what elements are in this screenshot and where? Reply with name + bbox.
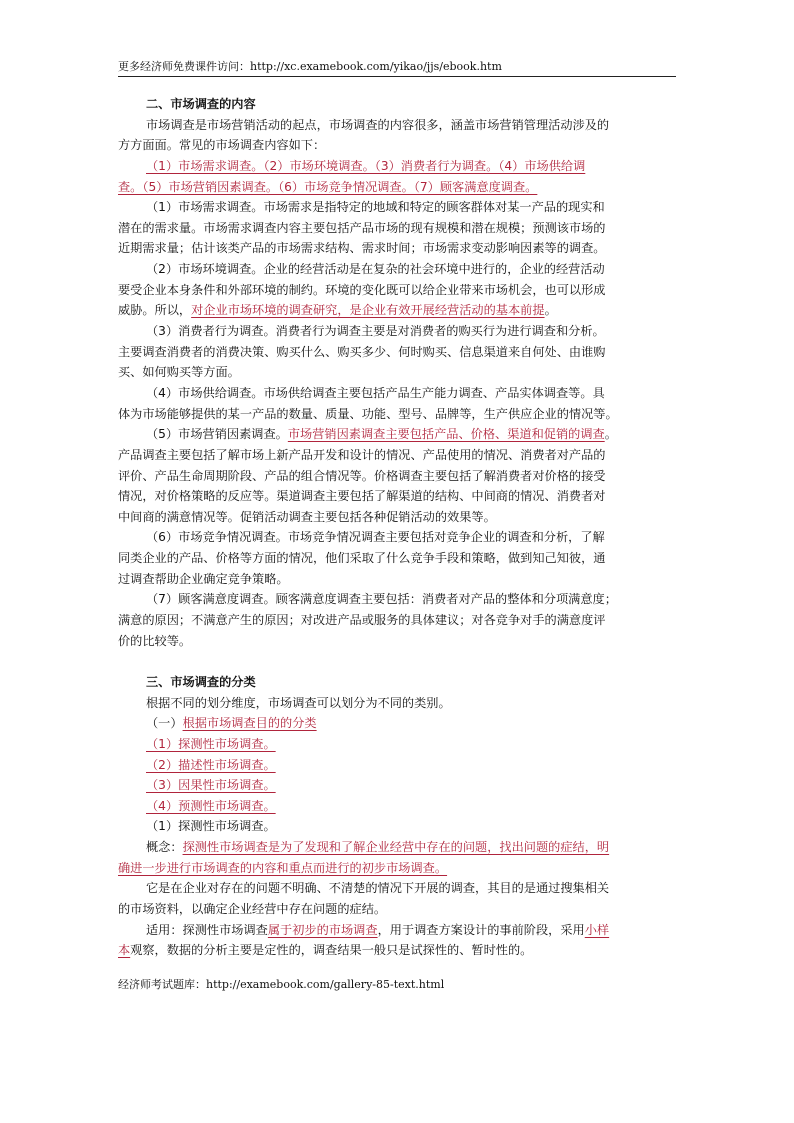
line-text: 观察，数据的分析主要是定性的，调查结果一般只是试探性的、暂时性的。 xyxy=(130,943,533,958)
highlighted-text: （1）探测性市场调查。 xyxy=(146,736,276,751)
text-line: 评价、产品生命周期阶段、产品的组合情况等。价格调查主要包括了解消费者对价格的接受 xyxy=(118,468,606,483)
highlighted-text: 根据市场调查目的的分类 xyxy=(182,716,317,731)
line-text: ，用于调查方案设计的事前阶段，采用 xyxy=(377,922,585,937)
line-text: （5）市场营销因素调查。 xyxy=(146,427,288,442)
highlighted-text: （4）预测性市场调查。 xyxy=(146,798,276,813)
text-line xyxy=(118,837,678,858)
text-line xyxy=(118,156,678,177)
text-line: （1）探测性市场调查。 xyxy=(146,819,276,834)
section-heading: 三、市场调查的分类 xyxy=(146,674,256,689)
text-line xyxy=(118,858,678,879)
text-line: 主要调查消费者的消费决策、购买什么、购买多少、何时购买、信息渠道来自何处、由谁购 xyxy=(118,344,606,359)
text-line: 近期需求量；估计该类产品的市场需求结构、需求时间；市场需求变动影响因素等的调查。 xyxy=(118,241,606,256)
highlighted-text: 查。（5）市场营销因素调查。（6）市场竞争情况调查。（7）顾客满意度调查。 xyxy=(118,179,538,194)
text-line: 买、如何购买等方面。 xyxy=(118,365,240,380)
text-line: 它是在企业对存在的问题不明确、不清楚的情况下开展的调查，其目的是通过搜集相关 xyxy=(146,881,610,896)
line-text: 适用：探测性市场调查 xyxy=(146,922,268,937)
text-line xyxy=(118,424,678,445)
highlighted-text: 对企业市场环境的调查研究，是企业有效开展经营活动的基本前提 xyxy=(191,303,545,318)
text-line: （2）市场环境调查。企业的经营活动是在复杂的社会环境中进行的，企业的经营活动 xyxy=(146,262,605,277)
text-line xyxy=(118,734,678,755)
text-line: 过调查帮助企业确定竞争策略。 xyxy=(118,571,289,586)
text-line: 市场调查是市场营销活动的起点，市场调查的内容很多，涵盖市场营销管理活动涉及的 xyxy=(146,117,610,132)
text-line: （7）顾客满意度调查。顾客满意度调查主要包括：消费者对产品的整体和分项满意度； xyxy=(146,592,617,607)
text-line xyxy=(118,755,678,776)
highlighted-text: 市场营销因素调查主要包括产品、价格、渠道和促销的调查 xyxy=(287,427,605,442)
text-line: 的市场资料，以确定企业经营中存在问题的症结。 xyxy=(118,901,387,916)
highlighted-text: 本 xyxy=(118,943,131,958)
text-line: 满意的原因；不满意产生的原因；对改进产品或服务的具体建议；对各竞争对手的满意度评 xyxy=(118,613,606,628)
highlighted-text: 属于初步的市场调查 xyxy=(267,922,378,937)
text-line: 潜在的需求量。市场需求调查内容主要包括产品市场的现有规模和潜在规模；预测该市场的 xyxy=(118,220,606,235)
line-text: （一） xyxy=(146,716,183,731)
text-line xyxy=(118,940,678,961)
text-line: （1）市场需求调查。市场需求是指特定的地域和特定的顾客群体对某一产品的现实和 xyxy=(146,200,605,215)
text-line: （4）市场供给调查。市场供给调查主要包括产品生产能力调查、产品实体调查等。具 xyxy=(146,385,605,400)
document-body xyxy=(118,94,678,961)
text-line: 情况，对价格策略的反应等。渠道调查主要包括了解渠道的结构、中间商的情况、消费者对 xyxy=(118,489,606,504)
highlighted-text: （2）描述性市场调查。 xyxy=(146,757,276,772)
text-line xyxy=(118,920,678,941)
line-text: 。 xyxy=(604,427,617,442)
text-line xyxy=(118,796,678,817)
highlighted-text: 确进一步进行市场调查的内容和重点而进行的初步市场调查。 xyxy=(118,860,448,875)
text-line: （6）市场竞争情况调查。市场竞争情况调查主要包括对竞争企业的调查和分析，了解 xyxy=(146,530,605,545)
text-line: 根据不同的划分维度，市场调查可以划分为不同的类别。 xyxy=(146,695,451,710)
text-line: 方方面面。常见的市场调查内容如下： xyxy=(118,138,326,153)
text-line: 产品调查主要包括了解市场上新产品开发和设计的情况、产品使用的情况、消费者对产品的 xyxy=(118,447,606,462)
text-line xyxy=(118,713,678,734)
highlighted-text: 探测性市场调查是为了发现和了解企业经营中存在的问题，找出问题的症结，明 xyxy=(182,840,610,855)
text-line: 价的比较等。 xyxy=(118,633,192,648)
line-text: 威胁。所以， xyxy=(118,303,192,318)
text-line xyxy=(118,177,678,198)
text-line: （3）消费者行为调查。消费者行为调查主要是对消费者的购买行为进行调查和分析。 xyxy=(146,324,605,339)
text-line xyxy=(118,651,678,672)
highlighted-text: （3）因果性市场调查。 xyxy=(146,778,276,793)
page-footer: 经济师考试题库：http://examebook.com/gallery-85-text.html xyxy=(118,978,445,991)
highlighted-text: （1）市场需求调查。（2）市场环境调查。（3）消费者行为调查。（4）市场供给调 xyxy=(146,158,586,173)
text-line xyxy=(118,300,678,321)
page-header: 更多经济师免费课件访问：http://xc.examebook.com/yikao/jjs/ebook.htm xyxy=(118,58,676,77)
section-heading: 二、市场调查的内容 xyxy=(146,97,256,111)
text-line: 中间商的满意情况等。促销活动调查主要包括各种促销活动的效果等。 xyxy=(118,509,496,524)
line-text: 概念： xyxy=(146,840,183,855)
text-line xyxy=(118,775,678,796)
highlighted-text: 小样 xyxy=(584,922,610,937)
text-line: 同类企业的产品、价格等方面的情况，他们采取了什么竞争手段和策略，做到知己知彼，通 xyxy=(118,551,606,566)
line-text: 。 xyxy=(544,303,557,318)
text-line: 要受企业本身条件和外部环境的制约。环境的变化既可以给企业带来市场机会，也可以形成 xyxy=(118,282,606,297)
text-line: 体为市场能够提供的某一产品的数量、质量、功能、型号、品牌等，生产供应企业的情况等。 xyxy=(118,406,618,421)
